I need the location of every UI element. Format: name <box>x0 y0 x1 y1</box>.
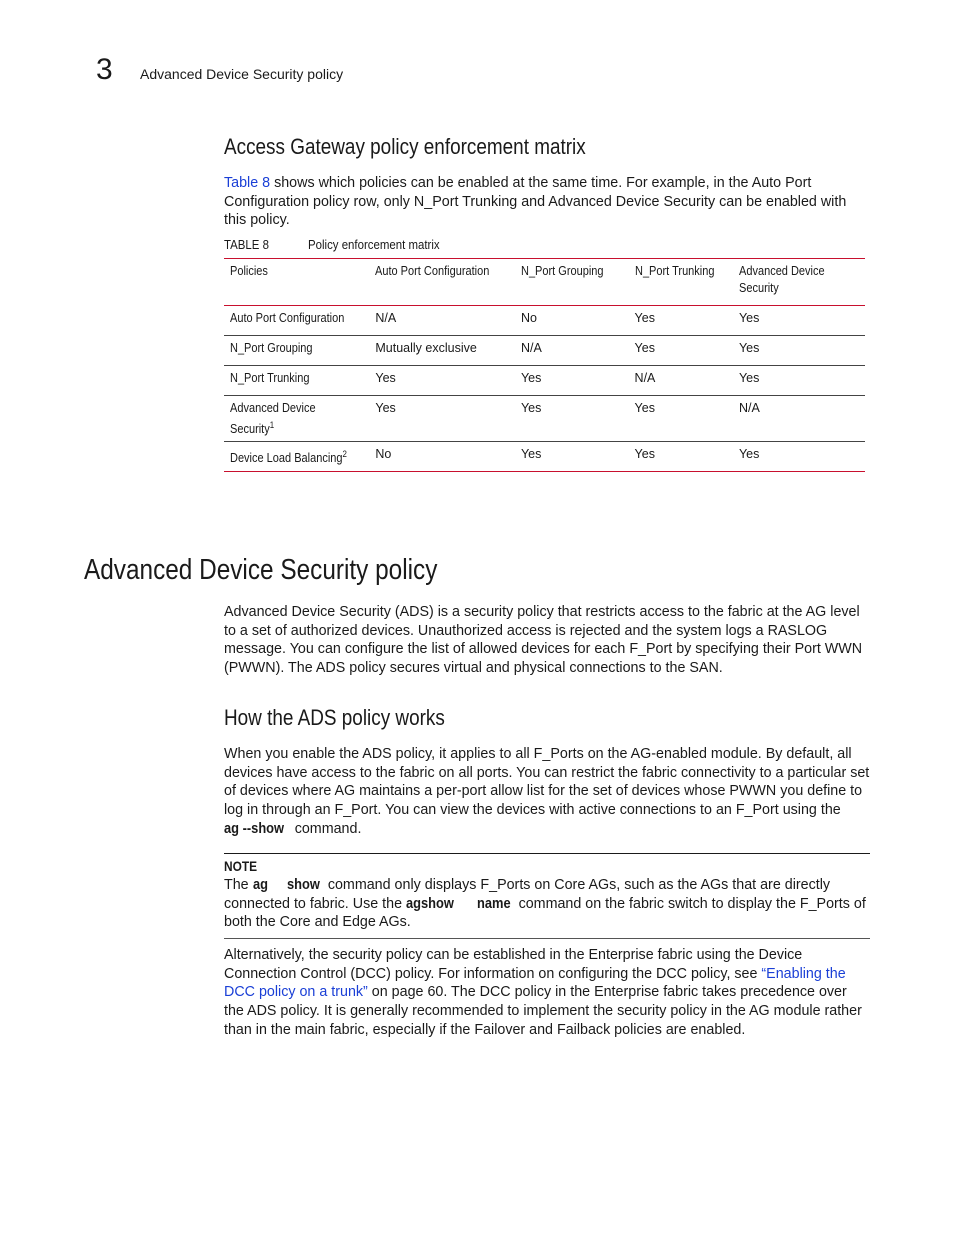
policy-enforcement-table <box>224 258 865 472</box>
row-policy-name: N_Port Grouping <box>230 341 313 355</box>
closing-paragraph: Alternatively, the security policy can be established in the Enterprise fabric using the Device Connection Control (DCC) policy. For information on configuring the DCC policy, see “Enabling the DCC policy on a trunk” on page 60. The DCC policy in the Enterprise fabric takes precedence over the ADS policy. It is generally recommended to implement the security policy in the AG module rather than in the main fabric, especially if the Failover and Failback policies are enabled. <box>224 947 862 1038</box>
note-command-ag: ag <box>252 877 268 893</box>
table-cell: Yes <box>375 401 396 415</box>
table-cell: Yes <box>738 371 760 385</box>
table-cell: Yes <box>738 311 760 325</box>
table-cell: N/A <box>634 371 656 385</box>
section-heading-how-ads-works: How the ADS policy works <box>224 705 445 730</box>
row-policy-name: Auto Port Configuration <box>230 311 345 325</box>
table-cell: N/A <box>738 401 760 415</box>
table-caption <box>224 237 458 253</box>
dcc-policy-link[interactable]: “Enabling the DCC policy on a trunk” <box>224 965 846 1001</box>
note-command-agshow: agshow <box>406 895 454 912</box>
row-policy-name: Device Load Balancing$^2$ <box>230 449 347 466</box>
note-text: The ag show command only displays F_Ports on Core AGs, such as the AGs that are directly connected to fabric. Use the agshow name command on the fabric switch to display the F_Ports of both the Core and Edge AGs. <box>224 877 866 931</box>
table-row <box>224 396 865 442</box>
table-cell: Mutually exclusive <box>375 341 477 355</box>
table-cell: No <box>375 447 392 461</box>
note-label: NOTE <box>224 858 258 874</box>
column-header: N_Port Trunking <box>634 264 715 278</box>
table-cell: N/A <box>375 311 397 325</box>
intro-paragraph <box>224 174 870 230</box>
note-command-show: show <box>287 877 321 893</box>
table-cell: Yes <box>520 371 542 385</box>
ag-show-command: ag --show <box>224 820 285 837</box>
table-cell: Yes <box>520 401 542 415</box>
table-cell: Yes <box>634 447 655 461</box>
table-caption-title: Policy enforcement matrix <box>308 237 440 252</box>
table-cell: Yes <box>634 401 655 415</box>
table-row <box>224 366 865 396</box>
table-cell: Yes <box>375 371 396 385</box>
ads-policy-paragraph: Advanced Device Security (ADS) is a security policy that restricts access to the fabric at the AG level to a set of authorized devices. Unauthorized access is rejected and the system logs a RASLOG message. You can configure the list of allowed devices for each F_Port by specifying their Port WWN (PWWN). The ADS policy secures virtual and physical connections to the SAN. <box>224 604 863 677</box>
table-row <box>224 336 865 366</box>
chapter-number: 3 <box>96 53 113 86</box>
table-cell: No <box>520 311 537 325</box>
table-row <box>224 306 865 336</box>
table-cell: Yes <box>738 447 760 461</box>
column-header: Policies <box>230 264 268 278</box>
table-caption-label: TABLE 8 <box>224 237 269 252</box>
table-header-row <box>224 259 865 306</box>
column-header: Auto Port Configuration <box>375 264 490 278</box>
row-policy-name: Advanced Device Security$^1$ <box>230 401 316 437</box>
running-header-title: Advanced Device Security policy <box>140 66 344 82</box>
table-8-link[interactable]: Table 8 <box>224 175 271 191</box>
section-heading-enforcement-matrix: Access Gateway policy enforcement matrix <box>224 134 586 159</box>
note-command-name: name <box>477 895 511 912</box>
table-cell: N/A <box>520 341 542 355</box>
intro-text: shows which policies can be enabled at the same time. For example, in the Auto Port Configuration policy row, only N_Port Trunking and Advanced Device Security can be enabled with this policy. <box>224 175 847 229</box>
how-ads-works-paragraph: When you enable the ADS policy, it applies to all F_Ports on the AG-enabled module. By default, all devices have access to the fabric on all ports. You can restrict the fabric connectivity to a particular set of devices where AG maintains a per-port allow list for the set of devices whose PWWN you define to log in through an F_Port. You can view the devices with active connections to an F_Port using the ag --show command. <box>224 746 870 837</box>
table-cell: Yes <box>520 447 542 461</box>
table-cell: Yes <box>634 341 655 355</box>
section-heading-ads-policy: Advanced Device Security policy <box>84 554 438 586</box>
column-header: N_Port Grouping <box>520 264 604 278</box>
footnote-marker: 1 <box>269 420 275 430</box>
row-policy-name: N_Port Trunking <box>230 371 310 385</box>
table-cell: Yes <box>634 311 655 325</box>
note-box <box>224 853 870 939</box>
table-cell: Yes <box>738 341 760 355</box>
column-header: Advanced Device Security <box>738 264 825 295</box>
table-row <box>224 442 865 472</box>
footnote-marker: 2 <box>342 449 347 459</box>
